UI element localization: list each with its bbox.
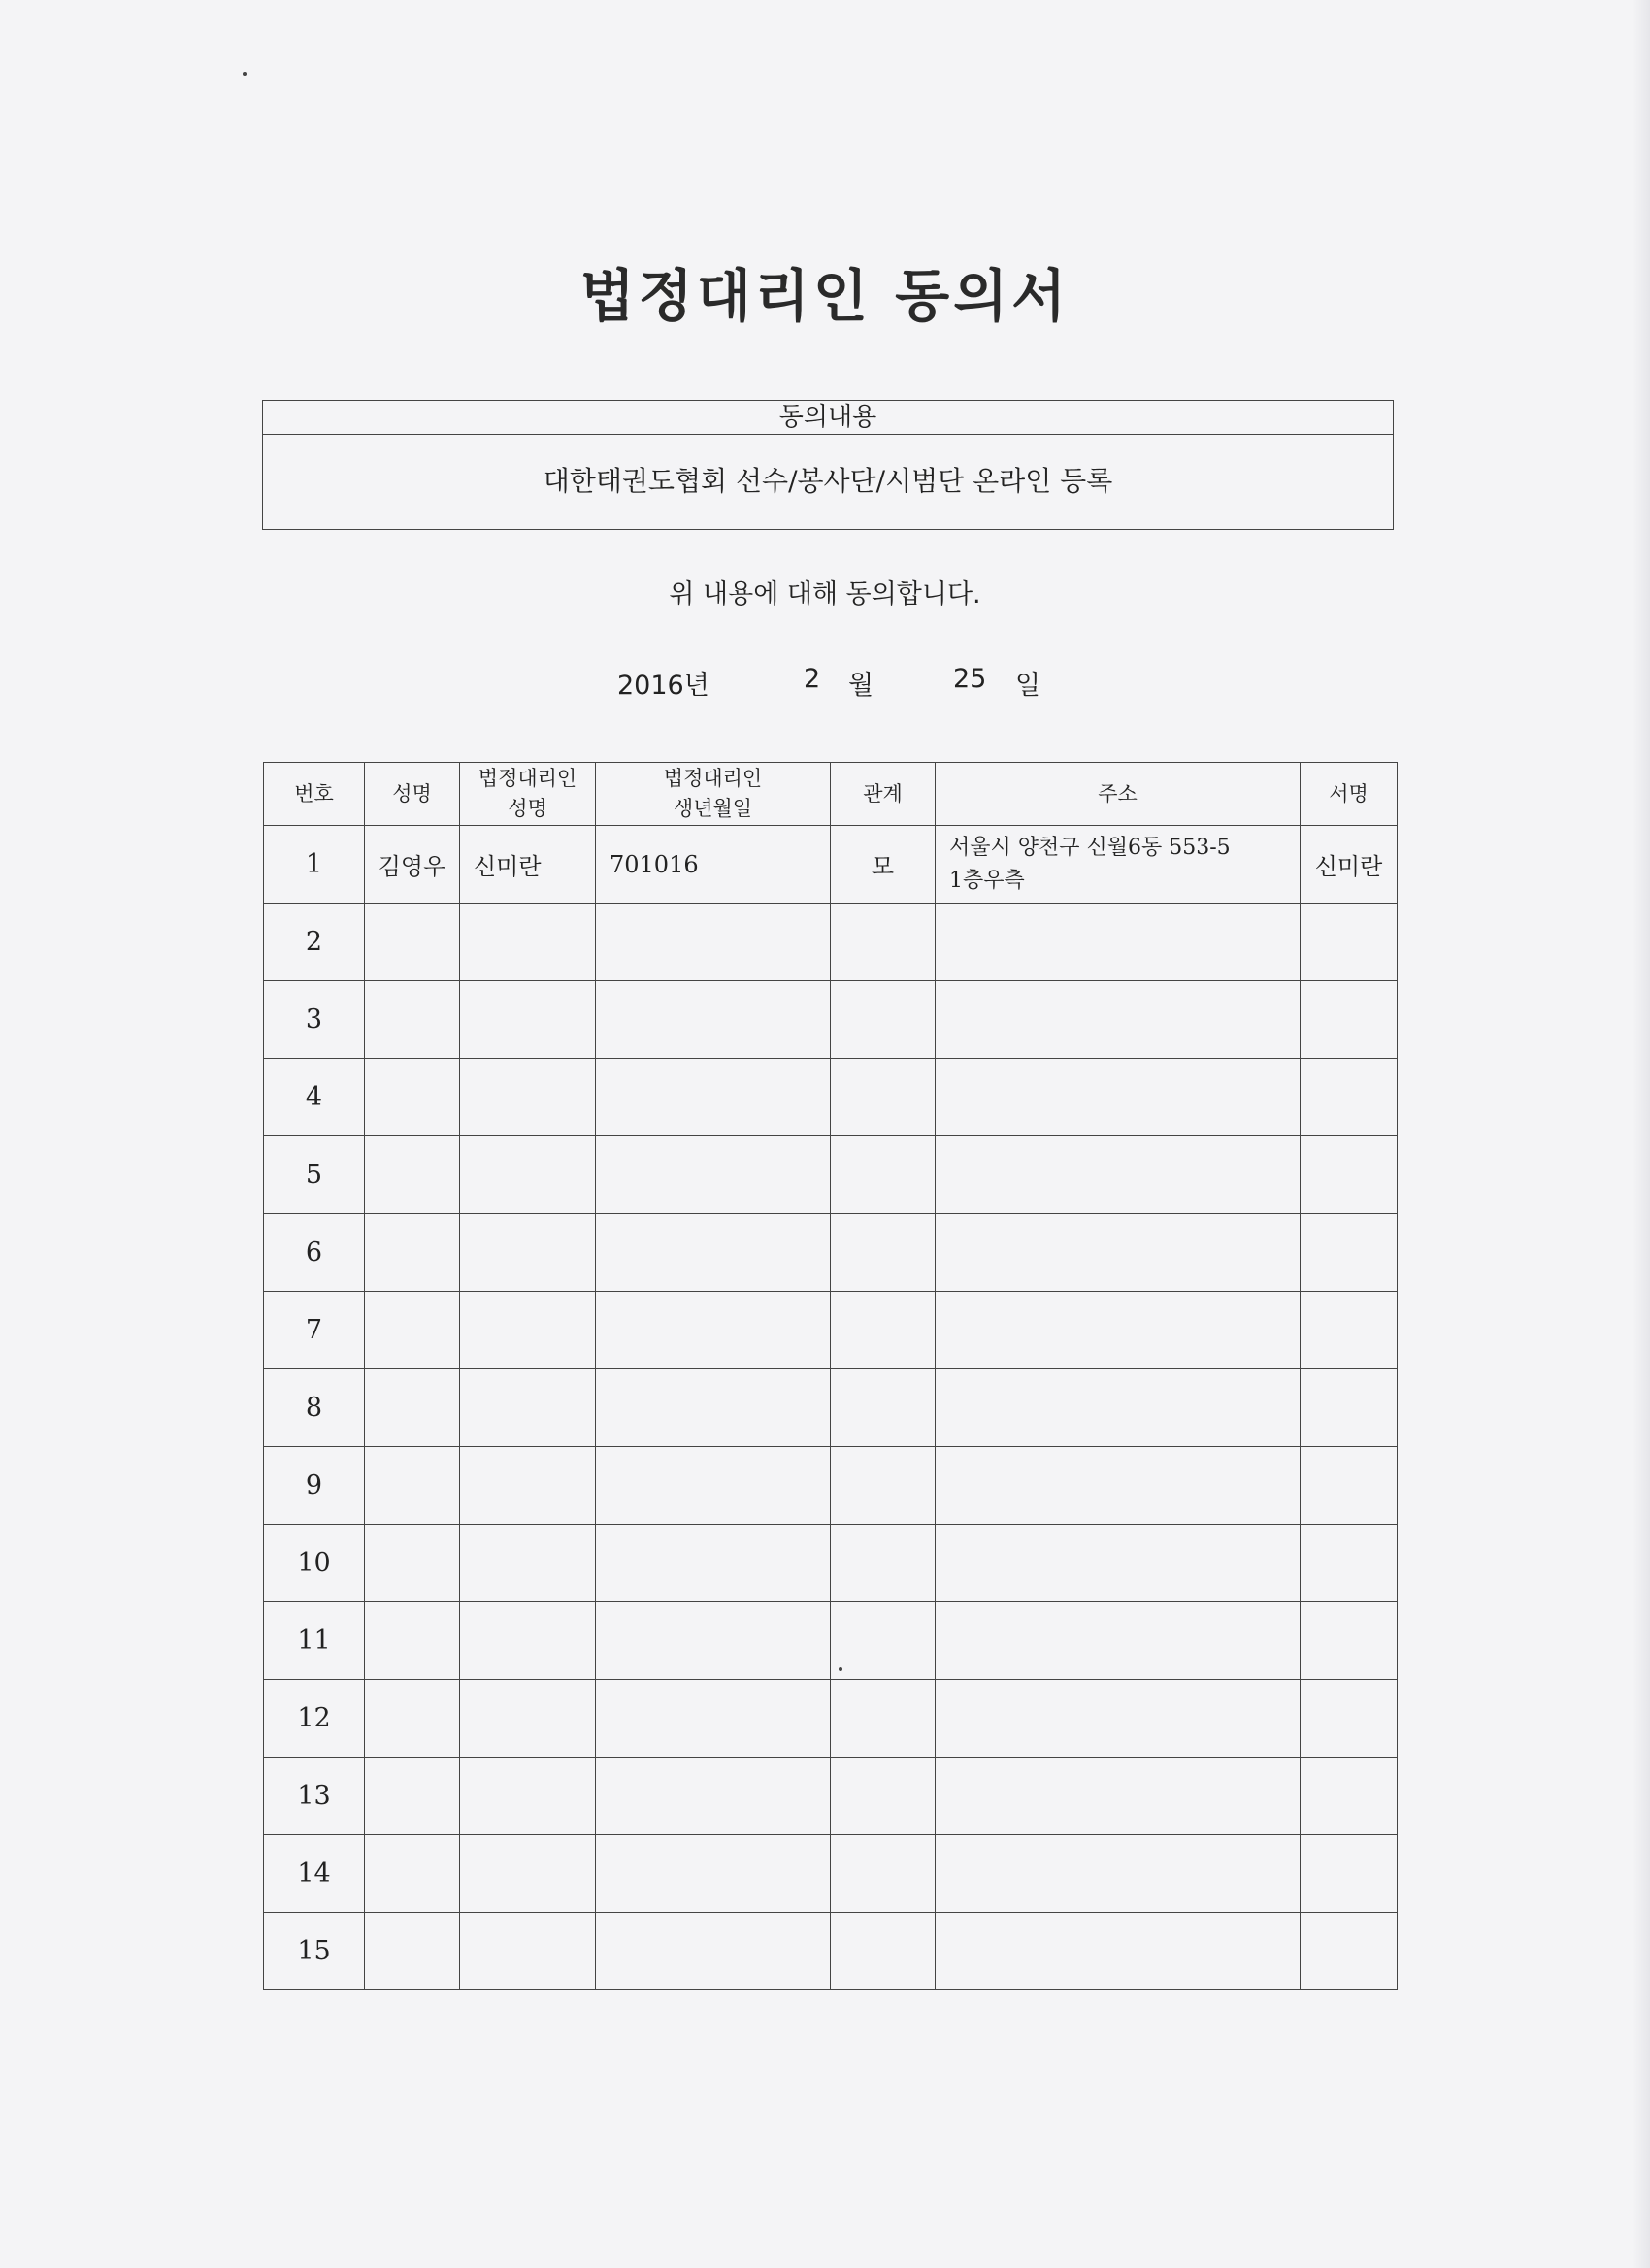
cell-guardian-birth: [596, 1214, 831, 1292]
cell-name: [365, 1525, 460, 1602]
table-row: [264, 1602, 1398, 1680]
cell-no: 6: [264, 1214, 365, 1292]
date-year: 2016년: [617, 671, 710, 701]
cell-signature: [1301, 1292, 1398, 1369]
table-row: [264, 1292, 1398, 1369]
cell-relation: [831, 1369, 936, 1447]
table-row: [264, 1214, 1398, 1292]
cell-guardian-name: [460, 1214, 596, 1292]
table-row: [264, 826, 1398, 904]
document-title: 법정대리인 동의서: [579, 263, 1071, 329]
cell-signature: [1301, 981, 1398, 1059]
header-no: 번호: [264, 763, 365, 826]
cell-name: [365, 1292, 460, 1369]
table-row: [264, 981, 1398, 1059]
cell-guardian-birth: [596, 1835, 831, 1913]
cell-address: [936, 1059, 1301, 1136]
date-month-value: 2: [804, 664, 821, 694]
cell-guardian-name: [460, 1835, 596, 1913]
cell-relation: [831, 904, 936, 981]
cell-no: 12: [264, 1680, 365, 1758]
cell-signature: [1301, 1447, 1398, 1525]
cell-name: [365, 1214, 460, 1292]
consent-header: 동의내용: [263, 401, 1393, 435]
header-signature: 서명: [1301, 763, 1398, 826]
cell-name: [365, 1136, 460, 1214]
cell-guardian-birth: [596, 1913, 831, 1990]
cell-signature: [1301, 1602, 1398, 1680]
agreement-statement: 위 내용에 대해 동의합니다.: [669, 579, 981, 609]
cell-address: [936, 1214, 1301, 1292]
cell-relation: [831, 1525, 936, 1602]
cell-address: [936, 1369, 1301, 1447]
cell-relation: [831, 981, 936, 1059]
cell-relation: [831, 1913, 936, 1990]
cell-relation: [831, 1292, 936, 1369]
cell-guardian-birth: [596, 1292, 831, 1369]
table-row: [264, 1835, 1398, 1913]
cell-name: [365, 1680, 460, 1758]
cell-signature: [1301, 1059, 1398, 1136]
cell-guardian-name: [460, 1136, 596, 1214]
cell-guardian-name: [460, 981, 596, 1059]
table-row: [264, 1447, 1398, 1525]
cell-address: [936, 904, 1301, 981]
cell-address: [936, 1292, 1301, 1369]
cell-signature: [1301, 904, 1398, 981]
cell-name: [365, 1913, 460, 1990]
cell-signature: [1301, 1835, 1398, 1913]
cell-guardian-birth: [596, 904, 831, 981]
header-guardian-name: [460, 763, 596, 826]
cell-guardian-birth: [596, 1758, 831, 1835]
cell-guardian-name: [460, 1758, 596, 1835]
cell-guardian-birth: [596, 1059, 831, 1136]
cell-name: [365, 981, 460, 1059]
table-row: [264, 1136, 1398, 1214]
page-edge-shadow: [1633, 0, 1650, 2268]
cell-no: 8: [264, 1369, 365, 1447]
cell-guardian-birth: [596, 1680, 831, 1758]
cell-address: [936, 1447, 1301, 1525]
header-guardian-name-line2: 성명: [508, 797, 547, 820]
table-row: [264, 1680, 1398, 1758]
cell-guardian-birth: [596, 1136, 831, 1214]
cell-no: 1: [264, 826, 365, 904]
cell-address: [936, 1913, 1301, 1990]
table-header-row: [264, 763, 1398, 826]
scan-speck: [243, 72, 247, 76]
cell-address: [936, 1680, 1301, 1758]
header-name: 성명: [365, 763, 460, 826]
cell-guardian-name: [460, 1369, 596, 1447]
cell-name: [365, 1447, 460, 1525]
cell-guardian-name: 신미란: [460, 826, 596, 904]
date-day-unit: 일: [1015, 671, 1041, 701]
cell-no: 9: [264, 1447, 365, 1525]
consent-date: [0, 664, 1650, 699]
date-day-value: 25: [953, 664, 987, 694]
cell-address-line1: 서울시 양천구 신월6동 553-5: [949, 835, 1231, 860]
cell-address: [936, 1758, 1301, 1835]
cell-no: 14: [264, 1835, 365, 1913]
table-row: [264, 1369, 1398, 1447]
table-row: [264, 1059, 1398, 1136]
date-month-unit: 월: [848, 671, 874, 701]
cell-relation: [831, 1214, 936, 1292]
cell-name: 김영우: [365, 826, 460, 904]
cell-name: [365, 1835, 460, 1913]
cell-no: 10: [264, 1525, 365, 1602]
cell-guardian-name: [460, 1913, 596, 1990]
cell-address: [936, 1136, 1301, 1214]
cell-name: [365, 1369, 460, 1447]
table-row: [264, 1913, 1398, 1990]
header-guardian-birth-line2: 생년월일: [673, 797, 753, 820]
cell-guardian-name: [460, 904, 596, 981]
cell-address-line2: 1층우측: [949, 868, 1025, 893]
cell-signature: [1301, 1369, 1398, 1447]
cell-guardian-birth: 701016: [596, 826, 831, 904]
cell-address: [936, 1602, 1301, 1680]
cell-no: 3: [264, 981, 365, 1059]
cell-guardian-name: [460, 1292, 596, 1369]
cell-guardian-name: [460, 1059, 596, 1136]
cell-no: 7: [264, 1292, 365, 1369]
table-row: [264, 1758, 1398, 1835]
cell-relation: [831, 1136, 936, 1214]
cell-address: [936, 1835, 1301, 1913]
cell-name: [365, 1602, 460, 1680]
cell-signature: [1301, 1758, 1398, 1835]
cell-signature: [1301, 1525, 1398, 1602]
cell-relation: 모: [831, 826, 936, 904]
cell-no: 11: [264, 1602, 365, 1680]
cell-guardian-birth: [596, 1447, 831, 1525]
cell-relation: [831, 1835, 936, 1913]
cell-no: 4: [264, 1059, 365, 1136]
cell-relation: [831, 1447, 936, 1525]
cell-no: 15: [264, 1913, 365, 1990]
header-guardian-birth-line1: 법정대리인: [663, 767, 763, 790]
cell-guardian-birth: [596, 1602, 831, 1680]
cell-guardian-name: [460, 1447, 596, 1525]
cell-address: [936, 826, 1301, 904]
cell-no: 2: [264, 904, 365, 981]
guardian-registration-table: [263, 762, 1398, 1990]
cell-signature: 신미란: [1301, 826, 1398, 904]
cell-relation: [831, 1602, 936, 1680]
cell-signature: [1301, 1214, 1398, 1292]
cell-guardian-birth: [596, 1369, 831, 1447]
table-row: [264, 904, 1398, 981]
cell-signature: [1301, 1136, 1398, 1214]
cell-guardian-name: [460, 1680, 596, 1758]
consent-content: 대한태권도협회 선수/봉사단/시범단 온라인 등록: [543, 465, 1113, 497]
table-row: [264, 1525, 1398, 1602]
cell-address: [936, 981, 1301, 1059]
cell-name: [365, 1059, 460, 1136]
cell-relation: [831, 1680, 936, 1758]
cell-signature: [1301, 1913, 1398, 1990]
cell-no: 5: [264, 1136, 365, 1214]
cell-guardian-birth: [596, 1525, 831, 1602]
header-relation: 관계: [831, 763, 936, 826]
cell-address: [936, 1525, 1301, 1602]
header-guardian-birth: [596, 763, 831, 826]
cell-relation: [831, 1059, 936, 1136]
cell-relation: [831, 1758, 936, 1835]
cell-guardian-name: [460, 1525, 596, 1602]
header-address: 주소: [936, 763, 1301, 826]
cell-name: [365, 904, 460, 981]
cell-signature: [1301, 1680, 1398, 1758]
cell-guardian-name: [460, 1602, 596, 1680]
consent-box: [262, 400, 1394, 530]
cell-name: [365, 1758, 460, 1835]
cell-guardian-birth: [596, 981, 831, 1059]
header-guardian-name-line1: 법정대리인: [478, 767, 578, 790]
cell-no: 13: [264, 1758, 365, 1835]
